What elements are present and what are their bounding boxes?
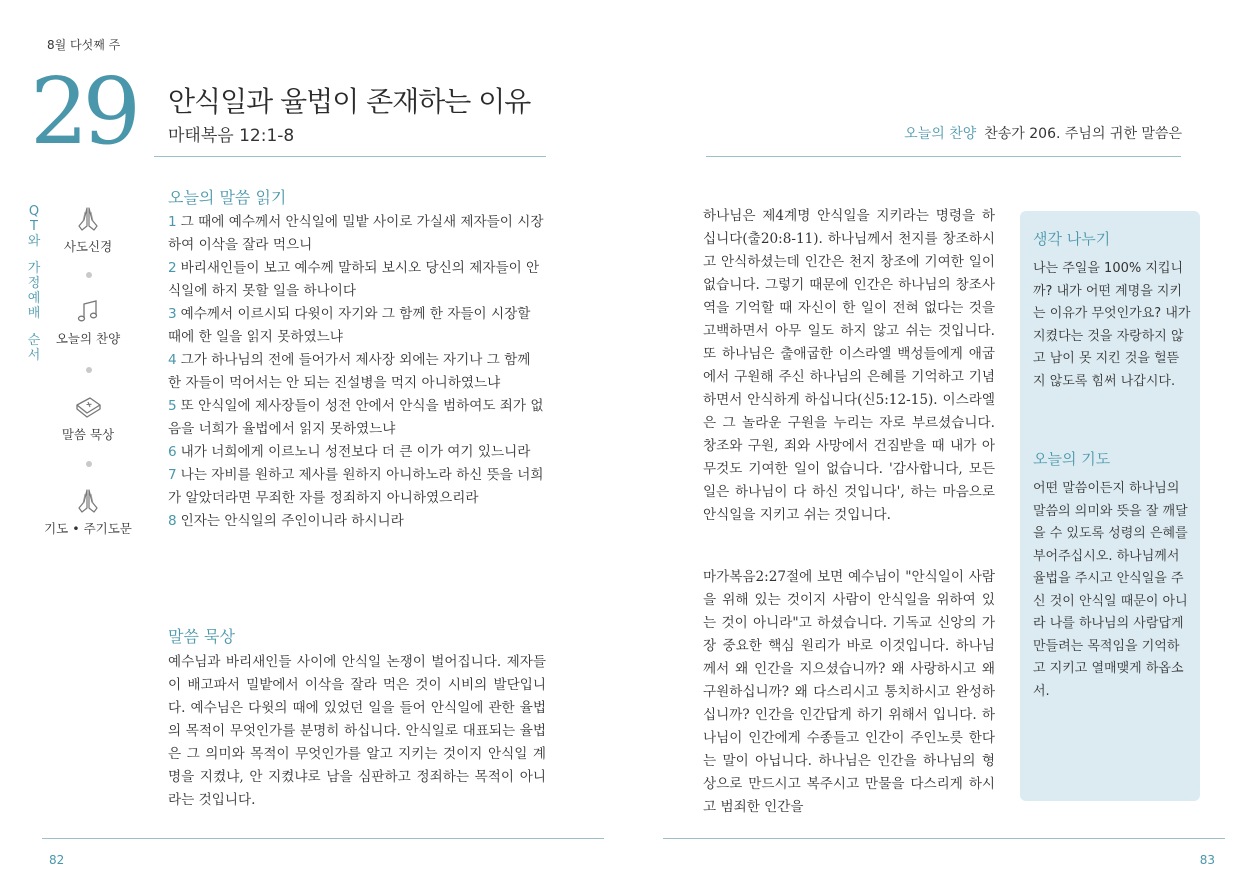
verse (168, 257, 546, 303)
sidebar-item-label: 말씀 묵상 (61, 427, 115, 442)
sidebar-item-apostles-creed (33, 204, 143, 255)
vertical-char: 예 (27, 291, 41, 306)
verse-text: 바리새인들이 보고 예수께 말하되 보시오 당신의 제자들이 안식일에 하지 못할 일을 하나이다 (168, 260, 540, 299)
verse-number: 5 (168, 398, 177, 414)
verse (168, 441, 546, 464)
vertical-char: 정 (27, 276, 41, 291)
vertical-char: 배 (27, 306, 41, 321)
meditation-paragraph-1: 예수님과 바리새인들 사이에 안식일 논쟁이 벌어집니다. 제자들이 배고파서 밀밭에서 이삭을 잘라 먹은 것이 시비의 발단입니다. 예수님은 다윗의 때에 있었던 일을 들어 안식일에 관한 율법의 목적이 무엇인가를 분명히 하십니다. 안식일로 대표되는 율법은 그 의미와 목적이 무엇인가를 알고 지키는 것이지 안식일 계명을 지켰냐, 안 지켰냐로 남을 심판하고 정죄하는 목적이 아니라는 것입니다. (168, 654, 546, 808)
praying-hands-icon (73, 486, 103, 516)
verse (168, 349, 546, 395)
verse (168, 211, 546, 257)
footer-divider-left (42, 838, 604, 839)
sidebar-dot (86, 461, 92, 467)
verse-text: 인자는 안식일의 주인이니라 하시니라 (180, 513, 404, 529)
day-number: 29 (30, 58, 136, 165)
sidebar-item-prayer (33, 486, 143, 537)
page-number-left: 82 (49, 853, 65, 867)
hymn-label: 오늘의 찬양 (904, 126, 977, 142)
sidebar-item-meditation (33, 392, 143, 443)
verse (168, 464, 546, 510)
todays-hymn (904, 123, 1182, 143)
praying-hands-icon (73, 204, 103, 234)
page-number-right: 83 (1199, 853, 1215, 867)
verse-number: 1 (168, 214, 177, 230)
vertical-char: Q (28, 204, 40, 219)
vertical-char: 서 (27, 348, 41, 363)
verse (168, 510, 546, 533)
hymn-title: 찬송가 206. 주님의 귀한 말씀은 (984, 126, 1182, 142)
footer-divider-right (663, 838, 1225, 839)
sidebar-dot (86, 367, 92, 373)
verse-text: 내가 너희에게 이르노니 성전보다 더 큰 이가 여기 있느니라 (180, 444, 531, 460)
scripture-reference: 마태복음 12:1-8 (168, 126, 295, 146)
share-text: 나는 주일을 100% 지킵니까? 내가 어떤 계명을 지키는 이유가 무엇인가요? 내가 지켰다는 것을 자랑하지 않고 남이 못 지킨 것을 헐뜯지 않도록 힘써 나갑시다. (1033, 261, 1191, 389)
verse-number: 4 (168, 352, 177, 368)
prayer-text: 어떤 말씀이든지 하나님의 말씀의 의미와 뜻을 잘 깨달을 수 있도록 성령의 은혜를 부어주십시오. 하나님께서 율법을 주시고 안식일을 주신 것이 안식일 때문이 아니라 나를 하나님의 사람답게 만들려는 목적임을 기억하고 지키고 열매맺게 하옵소서. (1033, 481, 1188, 699)
prayer-heading: 오늘의 기도 (1033, 450, 1111, 468)
vertical-char: 와 (27, 234, 41, 249)
bible-icon (73, 392, 103, 422)
verse (168, 395, 546, 441)
verse-number: 2 (168, 260, 177, 276)
sharing-box (1020, 211, 1200, 801)
scripture-reading (168, 211, 546, 533)
verse-number: 6 (168, 444, 177, 460)
verse-text: 나는 자비를 원하고 제사를 원하지 아니하노라 하신 뜻을 너희가 알았더라면 무죄한 자를 정죄하지 아니하였으리라 (168, 467, 544, 506)
sidebar-item-label: 사도신경 (63, 239, 113, 254)
meditation-paragraph-2: 하나님은 제4계명 안식일을 지키라는 명령을 하십니다(출20:8-11). 하나님께서 천지를 창조하시고 안식하셨는데 인간은 천지 창조에 기여한 일이 없습니다. 그렇기 때문에 인간은 하나님의 창조사역을 기억할 때 자신이 한 일이 전혀 없다는 것을 고백하면서 아무 일도 하지 않고 쉬는 것입니다. 또 하나님은 출애굽한 이스라엘 백성들에게 애굽에서 구원해 주신 하나님의 은혜를 기억하고 기념하면서 안식하게 하십니다(신5:12-15). 이스라엘은 그 놀라운 구원을 누리는 자로 부르셨습니다. 창조와 구원, 죄와 사망에서 건짐받을 때 내가 아무것도 기여한 일이 없습니다. '감사합니다, 모든 일은 하나님이 다 하신 것입니다', 하는 마음으로 안식일을 지키고 쉬는 것입니다. (703, 208, 995, 523)
sidebar-item-label: 기도 • 주기도문 (44, 521, 132, 536)
vertical-char: T (30, 219, 38, 234)
vertical-char: 순 (27, 333, 41, 348)
header-divider-left (154, 156, 546, 157)
week-label: 8월 다섯째 주 (47, 38, 121, 52)
share-heading: 생각 나누기 (1033, 230, 1111, 248)
page-title: 안식일과 율법이 존재하는 이유 (168, 85, 531, 118)
reading-heading: 오늘의 말씀 읽기 (168, 188, 287, 207)
verse-text: 또 안식일에 제사장들이 성전 안에서 안식을 범하여도 죄가 없음을 너희가 율법에서 읽지 못하였느냐 (168, 398, 544, 437)
sidebar-item-todays-hymn (33, 296, 143, 347)
verse-number: 8 (168, 513, 177, 529)
meditation-heading: 말씀 묵상 (168, 627, 235, 646)
header-divider-right (706, 156, 1181, 157)
music-note-icon (73, 296, 103, 326)
verse-text: 그가 하나님의 전에 들어가서 제사장 외에는 자기나 그 함께 한 자들이 먹어서는 안 되는 진설병을 먹지 아니하였느냐 (168, 352, 531, 391)
verse-number: 3 (168, 306, 177, 322)
vertical-char: 가 (27, 261, 41, 276)
verse-number: 7 (168, 467, 177, 483)
verse (168, 303, 546, 349)
verse-text: 그 때에 예수께서 안식일에 밀밭 사이로 가실새 제자들이 시장하여 이삭을 잘라 먹으니 (168, 214, 544, 253)
meditation-paragraph-3: 마가복음2:27절에 보면 예수님이 "안식일이 사람을 위해 있는 것이지 사람이 안식일을 위하여 있는 것이 아니라"고 하셨습니다. 기독교 신앙의 가장 중요한 핵심 원리가 바로 이것입니다. 하나님께서 왜 인간을 지으셨습니까? 왜 사랑하시고 왜 구원하십니까? 왜 다스리시고 통치하시고 완성하십니까? 인간을 인간답게 하기 위해서 입니다. 하나님이 인간에게 수종들고 인간이 주인노릇 한다는 말이 아닙니다. 하나님은 인간을 하나님의 형상으로 만드시고 복주시고 만물을 다스리게 하시고 범죄한 인간을 (703, 569, 995, 815)
verse-text: 예수께서 이르시되 다윗이 자기와 그 함께 한 자들이 시장할 때에 한 일을 읽지 못하였느냐 (168, 306, 531, 345)
sidebar-dot (86, 272, 92, 278)
sidebar-item-label: 오늘의 찬양 (55, 331, 121, 346)
